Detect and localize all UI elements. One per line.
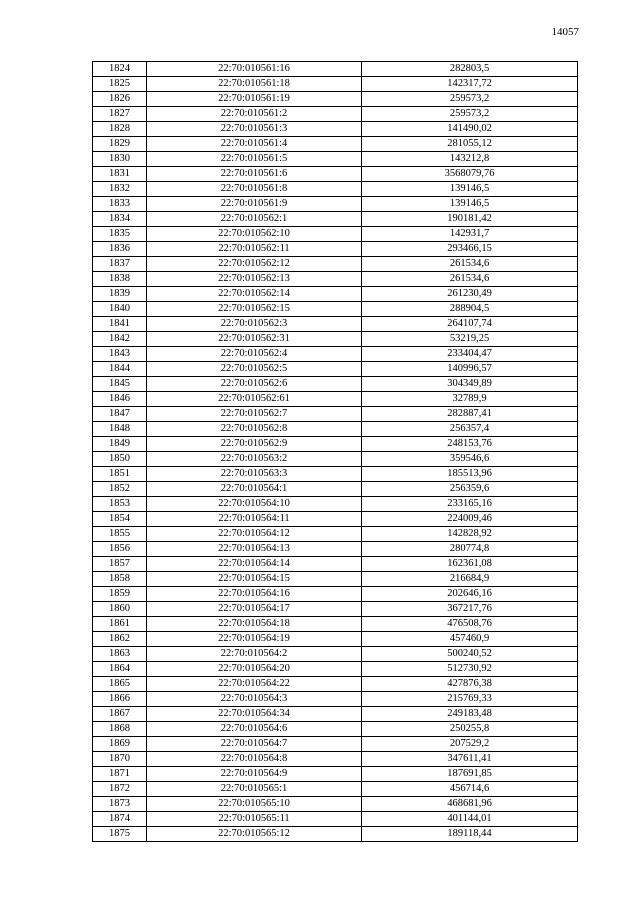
- cadastral-number-cell: 22:70:010563:3: [147, 467, 362, 482]
- row-number-cell: 1866: [93, 692, 147, 707]
- table-row: [93, 797, 578, 812]
- row-number-cell: 1838: [93, 272, 147, 287]
- value-cell: 512730,92: [362, 662, 578, 677]
- table-row: [93, 77, 578, 92]
- value-cell: 3568079,76: [362, 167, 578, 182]
- value-cell: 261230,49: [362, 287, 578, 302]
- table-row: [93, 782, 578, 797]
- table-row: [93, 647, 578, 662]
- value-cell: 256357,4: [362, 422, 578, 437]
- cadastral-value-table: [92, 61, 578, 842]
- value-cell: 53219,25: [362, 332, 578, 347]
- cadastral-number-cell: 22:70:010561:19: [147, 92, 362, 107]
- value-cell: 281055,12: [362, 137, 578, 152]
- value-cell: 139146,5: [362, 197, 578, 212]
- table-row: [93, 587, 578, 602]
- cadastral-number-cell: 22:70:010561:3: [147, 122, 362, 137]
- row-number-cell: 1861: [93, 617, 147, 632]
- cadastral-number-cell: 22:70:010562:11: [147, 242, 362, 257]
- cadastral-number-cell: 22:70:010565:11: [147, 812, 362, 827]
- table-row: [93, 827, 578, 842]
- table-row: [93, 242, 578, 257]
- table-row: [93, 722, 578, 737]
- table-row: [93, 152, 578, 167]
- value-cell: 259573,2: [362, 92, 578, 107]
- row-number-cell: 1842: [93, 332, 147, 347]
- value-cell: 141490,02: [362, 122, 578, 137]
- value-cell: 233404,47: [362, 347, 578, 362]
- row-number-cell: 1828: [93, 122, 147, 137]
- cadastral-number-cell: 22:70:010564:15: [147, 572, 362, 587]
- value-cell: 367217,76: [362, 602, 578, 617]
- value-cell: 468681,96: [362, 797, 578, 812]
- value-cell: 216684,9: [362, 572, 578, 587]
- value-cell: 162361,08: [362, 557, 578, 572]
- cadastral-number-cell: 22:70:010564:20: [147, 662, 362, 677]
- row-number-cell: 1851: [93, 467, 147, 482]
- cadastral-number-cell: 22:70:010561:18: [147, 77, 362, 92]
- row-number-cell: 1871: [93, 767, 147, 782]
- row-number-cell: 1856: [93, 542, 147, 557]
- value-cell: 189118,44: [362, 827, 578, 842]
- row-number-cell: 1849: [93, 437, 147, 452]
- cadastral-number-cell: 22:70:010562:13: [147, 272, 362, 287]
- table-row: [93, 557, 578, 572]
- value-cell: 293466,15: [362, 242, 578, 257]
- row-number-cell: 1868: [93, 722, 147, 737]
- row-number-cell: 1858: [93, 572, 147, 587]
- value-cell: 139146,5: [362, 182, 578, 197]
- table-row: [93, 437, 578, 452]
- cadastral-number-cell: 22:70:010562:9: [147, 437, 362, 452]
- cadastral-number-cell: 22:70:010564:16: [147, 587, 362, 602]
- table-row: [93, 362, 578, 377]
- value-cell: 185513,96: [362, 467, 578, 482]
- row-number-cell: 1834: [93, 212, 147, 227]
- table-row: [93, 452, 578, 467]
- table-row: [93, 107, 578, 122]
- cadastral-number-cell: 22:70:010564:14: [147, 557, 362, 572]
- value-cell: 190181,42: [362, 212, 578, 227]
- row-number-cell: 1844: [93, 362, 147, 377]
- row-number-cell: 1852: [93, 482, 147, 497]
- row-number-cell: 1843: [93, 347, 147, 362]
- table-row: [93, 707, 578, 722]
- cadastral-number-cell: 22:70:010564:1: [147, 482, 362, 497]
- table-row: [93, 482, 578, 497]
- table-row: [93, 752, 578, 767]
- row-number-cell: 1830: [93, 152, 147, 167]
- cadastral-number-cell: 22:70:010565:12: [147, 827, 362, 842]
- row-number-cell: 1829: [93, 137, 147, 152]
- table-row: [93, 272, 578, 287]
- table-row: [93, 377, 578, 392]
- table-row: [93, 332, 578, 347]
- cadastral-number-cell: 22:70:010564:3: [147, 692, 362, 707]
- row-number-cell: 1867: [93, 707, 147, 722]
- value-cell: 224009,46: [362, 512, 578, 527]
- row-number-cell: 1870: [93, 752, 147, 767]
- value-cell: 256359,6: [362, 482, 578, 497]
- value-cell: 288904,5: [362, 302, 578, 317]
- page-number: 14057: [551, 26, 579, 38]
- row-number-cell: 1872: [93, 782, 147, 797]
- table-row: [93, 317, 578, 332]
- table-row: [93, 407, 578, 422]
- row-number-cell: 1869: [93, 737, 147, 752]
- row-number-cell: 1850: [93, 452, 147, 467]
- table-row: [93, 632, 578, 647]
- row-number-cell: 1845: [93, 377, 147, 392]
- table-row: [93, 287, 578, 302]
- table-row: [93, 137, 578, 152]
- cadastral-number-cell: 22:70:010564:11: [147, 512, 362, 527]
- row-number-cell: 1846: [93, 392, 147, 407]
- value-cell: 457460,9: [362, 632, 578, 647]
- value-cell: 261534,6: [362, 272, 578, 287]
- cadastral-number-cell: 22:70:010562:7: [147, 407, 362, 422]
- row-number-cell: 1837: [93, 257, 147, 272]
- cadastral-number-cell: 22:70:010564:8: [147, 752, 362, 767]
- table-row: [93, 572, 578, 587]
- row-number-cell: 1855: [93, 527, 147, 542]
- row-number-cell: 1833: [93, 197, 147, 212]
- value-cell: 401144,01: [362, 812, 578, 827]
- row-number-cell: 1824: [93, 62, 147, 77]
- table-row: [93, 62, 578, 77]
- value-cell: 202646,16: [362, 587, 578, 602]
- table-row: [93, 692, 578, 707]
- row-number-cell: 1875: [93, 827, 147, 842]
- cadastral-number-cell: 22:70:010562:1: [147, 212, 362, 227]
- cadastral-number-cell: 22:70:010561:6: [147, 167, 362, 182]
- row-number-cell: 1859: [93, 587, 147, 602]
- cadastral-number-cell: 22:70:010564:9: [147, 767, 362, 782]
- cadastral-number-cell: 22:70:010562:15: [147, 302, 362, 317]
- value-cell: 456714,6: [362, 782, 578, 797]
- cadastral-number-cell: 22:70:010562:8: [147, 422, 362, 437]
- cadastral-number-cell: 22:70:010562:12: [147, 257, 362, 272]
- value-cell: 264107,74: [362, 317, 578, 332]
- value-cell: 248153,76: [362, 437, 578, 452]
- table-row: [93, 767, 578, 782]
- value-cell: 280774,8: [362, 542, 578, 557]
- value-cell: 261534,6: [362, 257, 578, 272]
- cadastral-number-cell: 22:70:010561:4: [147, 137, 362, 152]
- cadastral-number-cell: 22:70:010564:17: [147, 602, 362, 617]
- row-number-cell: 1862: [93, 632, 147, 647]
- table-row: [93, 197, 578, 212]
- cadastral-number-cell: 22:70:010564:34: [147, 707, 362, 722]
- table-body: [93, 62, 578, 842]
- cadastral-number-cell: 22:70:010561:5: [147, 152, 362, 167]
- row-number-cell: 1840: [93, 302, 147, 317]
- row-number-cell: 1827: [93, 107, 147, 122]
- value-cell: 215769,33: [362, 692, 578, 707]
- cadastral-number-cell: 22:70:010561:9: [147, 197, 362, 212]
- value-cell: 282803,5: [362, 62, 578, 77]
- row-number-cell: 1839: [93, 287, 147, 302]
- cadastral-number-cell: 22:70:010565:10: [147, 797, 362, 812]
- value-cell: 143212,8: [362, 152, 578, 167]
- row-number-cell: 1857: [93, 557, 147, 572]
- cadastral-number-cell: 22:70:010564:10: [147, 497, 362, 512]
- table-row: [93, 542, 578, 557]
- value-cell: 249183,48: [362, 707, 578, 722]
- table-row: [93, 182, 578, 197]
- value-cell: 347611,41: [362, 752, 578, 767]
- row-number-cell: 1825: [93, 77, 147, 92]
- table-row: [93, 257, 578, 272]
- row-number-cell: 1863: [93, 647, 147, 662]
- value-cell: 140996,57: [362, 362, 578, 377]
- row-number-cell: 1835: [93, 227, 147, 242]
- row-number-cell: 1848: [93, 422, 147, 437]
- cadastral-number-cell: 22:70:010562:6: [147, 377, 362, 392]
- cadastral-number-cell: 22:70:010562:3: [147, 317, 362, 332]
- table-row: [93, 617, 578, 632]
- row-number-cell: 1865: [93, 677, 147, 692]
- table-row: [93, 467, 578, 482]
- row-number-cell: 1853: [93, 497, 147, 512]
- cadastral-number-cell: 22:70:010564:6: [147, 722, 362, 737]
- row-number-cell: 1847: [93, 407, 147, 422]
- cadastral-number-cell: 22:70:010562:4: [147, 347, 362, 362]
- value-cell: 207529,2: [362, 737, 578, 752]
- cadastral-number-cell: 22:70:010564:2: [147, 647, 362, 662]
- value-cell: 142828,92: [362, 527, 578, 542]
- cadastral-number-cell: 22:70:010562:31: [147, 332, 362, 347]
- value-cell: 259573,2: [362, 107, 578, 122]
- table-row: [93, 212, 578, 227]
- cadastral-number-cell: 22:70:010564:12: [147, 527, 362, 542]
- value-cell: 250255,8: [362, 722, 578, 737]
- row-number-cell: 1873: [93, 797, 147, 812]
- value-cell: 32789,9: [362, 392, 578, 407]
- row-number-cell: 1854: [93, 512, 147, 527]
- row-number-cell: 1832: [93, 182, 147, 197]
- table-row: [93, 167, 578, 182]
- table-row: [93, 677, 578, 692]
- row-number-cell: 1831: [93, 167, 147, 182]
- row-number-cell: 1826: [93, 92, 147, 107]
- cadastral-number-cell: 22:70:010564:13: [147, 542, 362, 557]
- value-cell: 142317,72: [362, 77, 578, 92]
- cadastral-number-cell: 22:70:010564:22: [147, 677, 362, 692]
- table-row: [93, 422, 578, 437]
- table-row: [93, 122, 578, 137]
- cadastral-number-cell: 22:70:010564:18: [147, 617, 362, 632]
- cadastral-number-cell: 22:70:010561:16: [147, 62, 362, 77]
- table-row: [93, 347, 578, 362]
- table-row: [93, 527, 578, 542]
- value-cell: 359546,6: [362, 452, 578, 467]
- cadastral-number-cell: 22:70:010561:2: [147, 107, 362, 122]
- cadastral-number-cell: 22:70:010561:8: [147, 182, 362, 197]
- table-row: [93, 392, 578, 407]
- cadastral-number-cell: 22:70:010564:7: [147, 737, 362, 752]
- row-number-cell: 1874: [93, 812, 147, 827]
- value-cell: 187691,85: [362, 767, 578, 782]
- value-cell: 500240,52: [362, 647, 578, 662]
- value-cell: 304349,89: [362, 377, 578, 392]
- cadastral-number-cell: 22:70:010562:14: [147, 287, 362, 302]
- cadastral-number-cell: 22:70:010565:1: [147, 782, 362, 797]
- value-cell: 282887,41: [362, 407, 578, 422]
- table-row: [93, 497, 578, 512]
- value-cell: 427876,38: [362, 677, 578, 692]
- cadastral-number-cell: 22:70:010563:2: [147, 452, 362, 467]
- table-row: [93, 92, 578, 107]
- cadastral-number-cell: 22:70:010564:19: [147, 632, 362, 647]
- table-row: [93, 662, 578, 677]
- cadastral-number-cell: 22:70:010562:61: [147, 392, 362, 407]
- table-row: [93, 602, 578, 617]
- row-number-cell: 1864: [93, 662, 147, 677]
- value-cell: 233165,16: [362, 497, 578, 512]
- row-number-cell: 1836: [93, 242, 147, 257]
- value-cell: 142931,7: [362, 227, 578, 242]
- row-number-cell: 1841: [93, 317, 147, 332]
- table-row: [93, 302, 578, 317]
- table-row: [93, 737, 578, 752]
- table-row: [93, 227, 578, 242]
- value-cell: 476508,76: [362, 617, 578, 632]
- cadastral-number-cell: 22:70:010562:10: [147, 227, 362, 242]
- cadastral-number-cell: 22:70:010562:5: [147, 362, 362, 377]
- table-row: [93, 812, 578, 827]
- row-number-cell: 1860: [93, 602, 147, 617]
- table-row: [93, 512, 578, 527]
